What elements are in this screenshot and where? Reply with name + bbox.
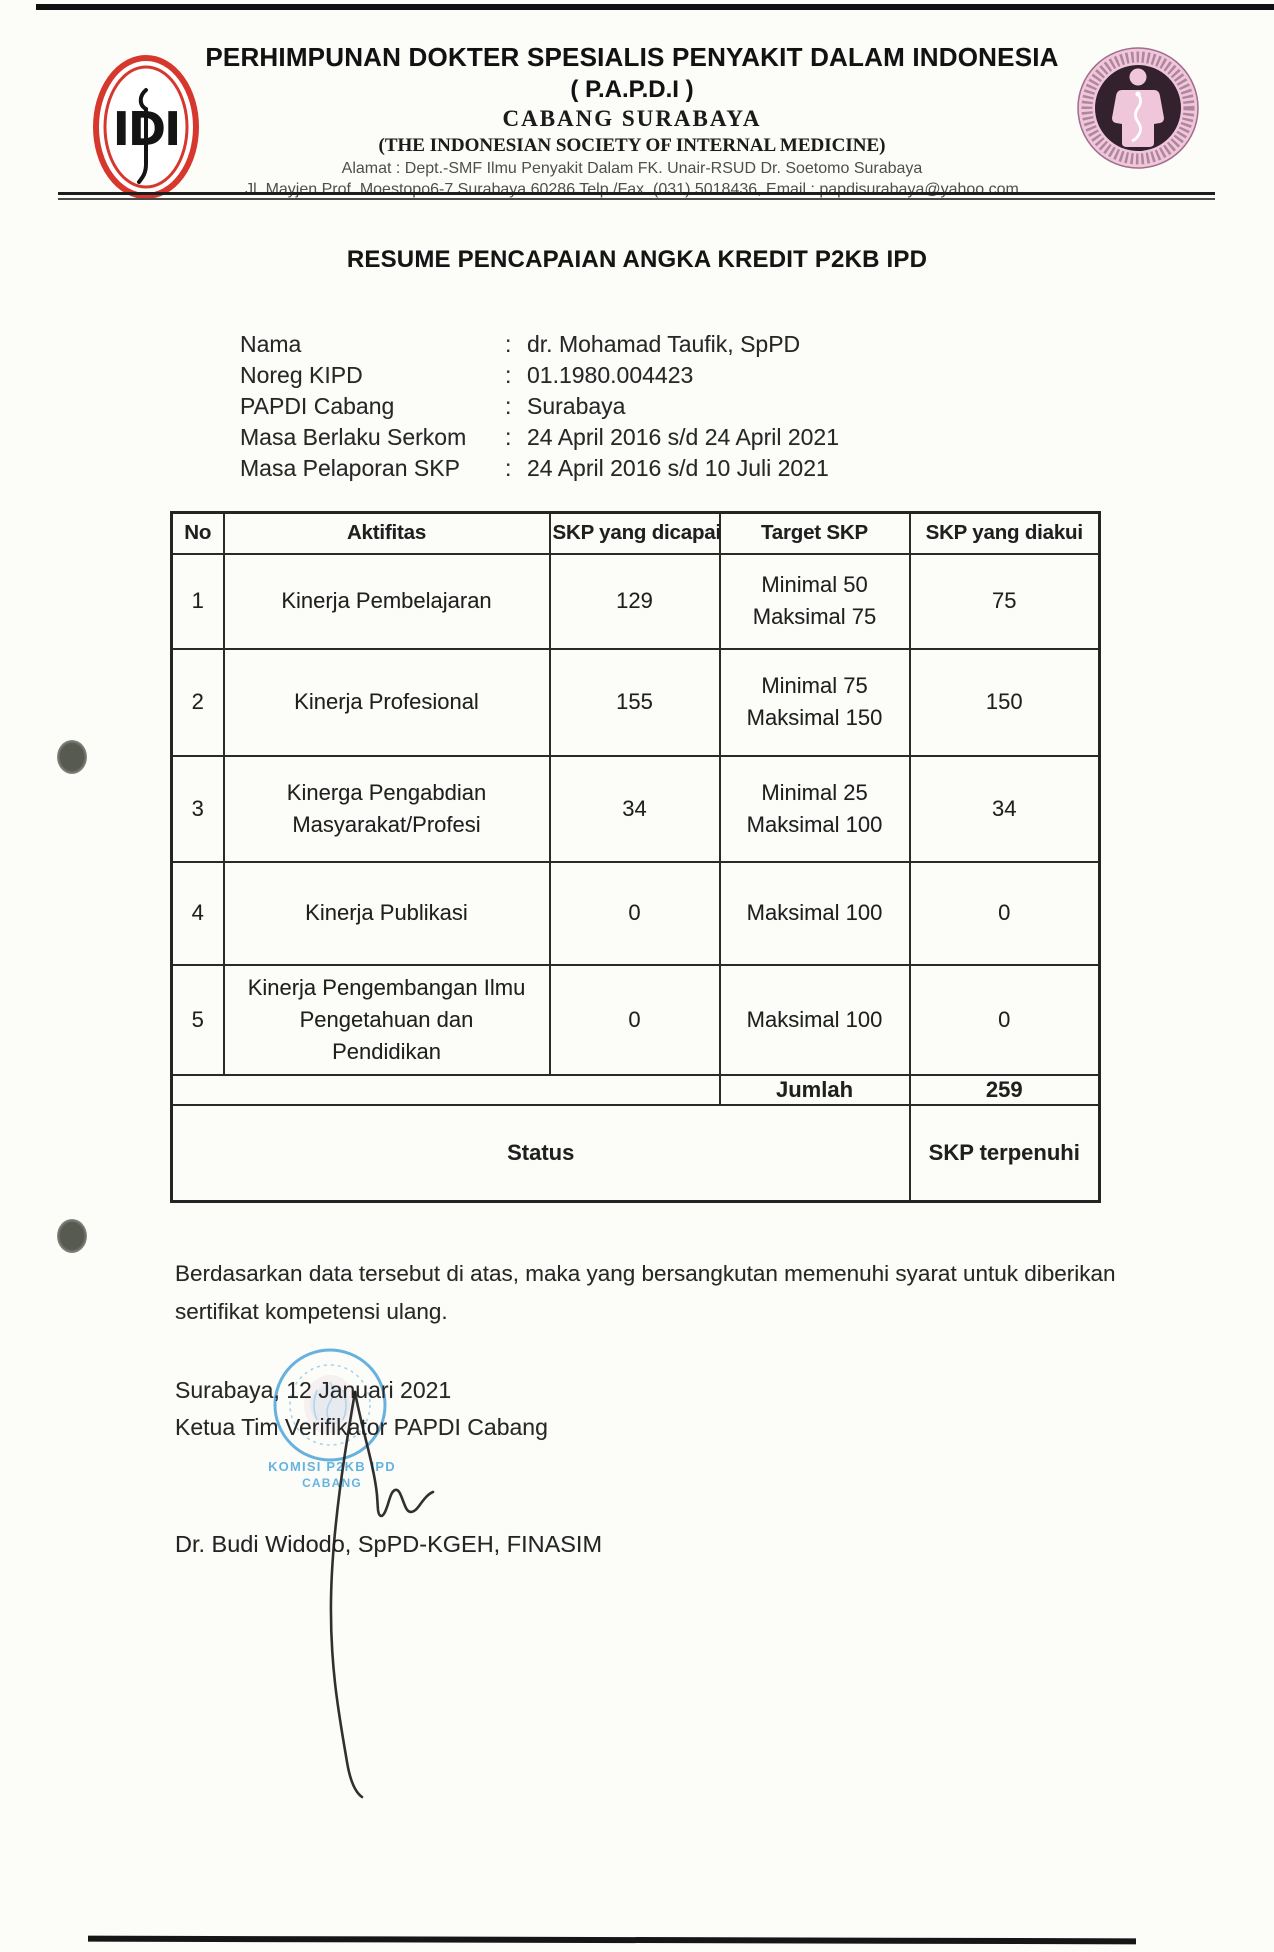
field-label: Nama	[240, 331, 302, 357]
cell-status-value: SKP terpenuhi	[910, 1105, 1100, 1202]
papdi-logo	[1076, 46, 1200, 170]
place-and-date: Surabaya, 12 Januari 2021	[175, 1377, 452, 1403]
field-value: 24 April 2016 s/d 24 April 2021	[527, 424, 840, 450]
org-name-english: (THE INDONESIAN SOCIETY OF INTERNAL MEDICINE)	[378, 135, 886, 156]
cell-jumlah-label: Jumlah	[720, 1075, 910, 1105]
cell-diakui: 150	[910, 649, 1100, 756]
field-row-pelaporan	[240, 453, 839, 484]
colon: :	[505, 455, 512, 481]
col-header-diakui: SKP yang diakui	[910, 513, 1100, 554]
col-header-aktifitas: Aktifitas	[224, 513, 550, 554]
cell-aktifitas: Kinerga Pengabdian Masyarakat/Profesi	[224, 756, 550, 862]
hole-punch-mark	[57, 1219, 87, 1253]
field-label: Noreg KIPD	[240, 362, 363, 388]
colon: :	[505, 424, 512, 450]
field-value: 24 April 2016 s/d 10 Juli 2021	[527, 455, 829, 481]
cell-no: 4	[172, 862, 224, 965]
field-row-noreg	[240, 360, 839, 391]
field-value: 01.1980.004423	[527, 362, 694, 388]
field-label: Masa Berlaku Serkom	[240, 424, 467, 450]
stamp-text-line-2: CABANG	[302, 1476, 362, 1490]
table-row	[172, 756, 1100, 862]
field-row-serkom	[240, 422, 839, 453]
idi-logo-text: IDI	[112, 102, 180, 156]
table-row	[172, 554, 1100, 649]
cell-target: Maksimal 100	[720, 862, 910, 965]
cell-no: 3	[172, 756, 224, 862]
address-line-1: Alamat : Dept.-SMF Ilmu Penyakit Dalam FK. Unair-RSUD Dr. Soetomo Surabaya	[341, 160, 923, 177]
cell-diakui: 0	[910, 862, 1100, 965]
bottom-border-line	[88, 1936, 1136, 1945]
table-status-row	[172, 1105, 1100, 1202]
cell-jumlah-value: 259	[910, 1075, 1100, 1105]
cell-empty	[172, 1075, 720, 1105]
colon: :	[505, 393, 512, 419]
letterhead-divider	[58, 192, 1215, 200]
cell-aktifitas: Kinerja Publikasi	[224, 862, 550, 965]
cell-dicapai: 34	[550, 756, 720, 862]
signatory-title: Ketua Tim Verifikator PAPDI Cabang	[175, 1414, 548, 1440]
table-row	[172, 862, 1100, 965]
org-branch: CABANG SURABAYA	[502, 106, 762, 131]
cell-aktifitas: Kinerja Profesional	[224, 649, 550, 756]
field-value: Surabaya	[527, 393, 626, 419]
cell-dicapai: 129	[550, 554, 720, 649]
signatory-name: Dr. Budi Widodo, SpPD-KGEH, FINASIM	[175, 1531, 603, 1557]
papdi-figure-head	[1130, 69, 1147, 86]
stamp-text-line-1: KOMISI P2KB IPD	[268, 1459, 396, 1474]
field-row-cabang	[240, 391, 839, 422]
table-row	[172, 649, 1100, 756]
cell-no: 2	[172, 649, 224, 756]
col-header-target: Target SKP	[720, 513, 910, 554]
col-header-no: No	[172, 513, 224, 554]
cell-no: 1	[172, 554, 224, 649]
hole-punch-mark	[57, 740, 87, 774]
cell-dicapai: 155	[550, 649, 720, 756]
colon: :	[505, 362, 512, 388]
cell-no: 5	[172, 965, 224, 1075]
cell-diakui: 0	[910, 965, 1100, 1075]
cell-status-label: Status	[172, 1105, 910, 1202]
closing-paragraph: Berdasarkan data tersebut di atas, maka yang bersangkutan memenuhi syarat untuk diberikan sertifikat kompetensi ulang.	[175, 1260, 1116, 1324]
cell-target: Minimal 75 Maksimal 150	[720, 649, 910, 756]
col-header-dicapai: SKP yang dicapai	[550, 513, 720, 554]
page-title: RESUME PENCAPAIAN ANGKA KREDIT P2KB IPD	[346, 246, 928, 273]
cell-aktifitas: Kinerja Pengembangan Ilmu Pengetahuan dan Pendidikan	[224, 965, 550, 1075]
field-label: PAPDI Cabang	[240, 393, 395, 419]
org-abbreviation: ( P.A.P.D.I )	[570, 76, 694, 103]
address-line-2: Jl. Mayjen Prof. Moestopo6-7 Surabaya 60286 Telp./Fax. (031) 5018436, Email : papdisurabaya@yahoo.com	[245, 181, 1019, 198]
identity-fields	[240, 329, 839, 484]
cell-diakui: 75	[910, 554, 1100, 649]
cell-target: Maksimal 100	[720, 965, 910, 1075]
table-row	[172, 965, 1100, 1075]
field-label: Masa Pelaporan SKP	[240, 455, 460, 481]
idi-logo	[90, 52, 202, 202]
field-value: dr. Mohamad Taufik, SpPD	[527, 331, 801, 357]
cell-aktifitas: Kinerja Pembelajaran	[224, 554, 550, 649]
letterhead	[187, 42, 1077, 199]
org-name: PERHIMPUNAN DOKTER SPESIALIS PENYAKIT DALAM INDONESIA	[205, 42, 1059, 72]
cell-target: Minimal 25 Maksimal 100	[720, 756, 910, 862]
skp-table	[170, 511, 1101, 1203]
top-border-line	[36, 4, 1274, 10]
table-total-row	[172, 1075, 1100, 1105]
cell-target: Minimal 50 Maksimal 75	[720, 554, 910, 649]
field-row-nama	[240, 329, 839, 360]
table-header-row	[172, 513, 1100, 554]
cell-dicapai: 0	[550, 862, 720, 965]
cell-dicapai: 0	[550, 965, 720, 1075]
signature	[300, 1380, 460, 1810]
colon: :	[505, 331, 512, 357]
cell-diakui: 34	[910, 756, 1100, 862]
